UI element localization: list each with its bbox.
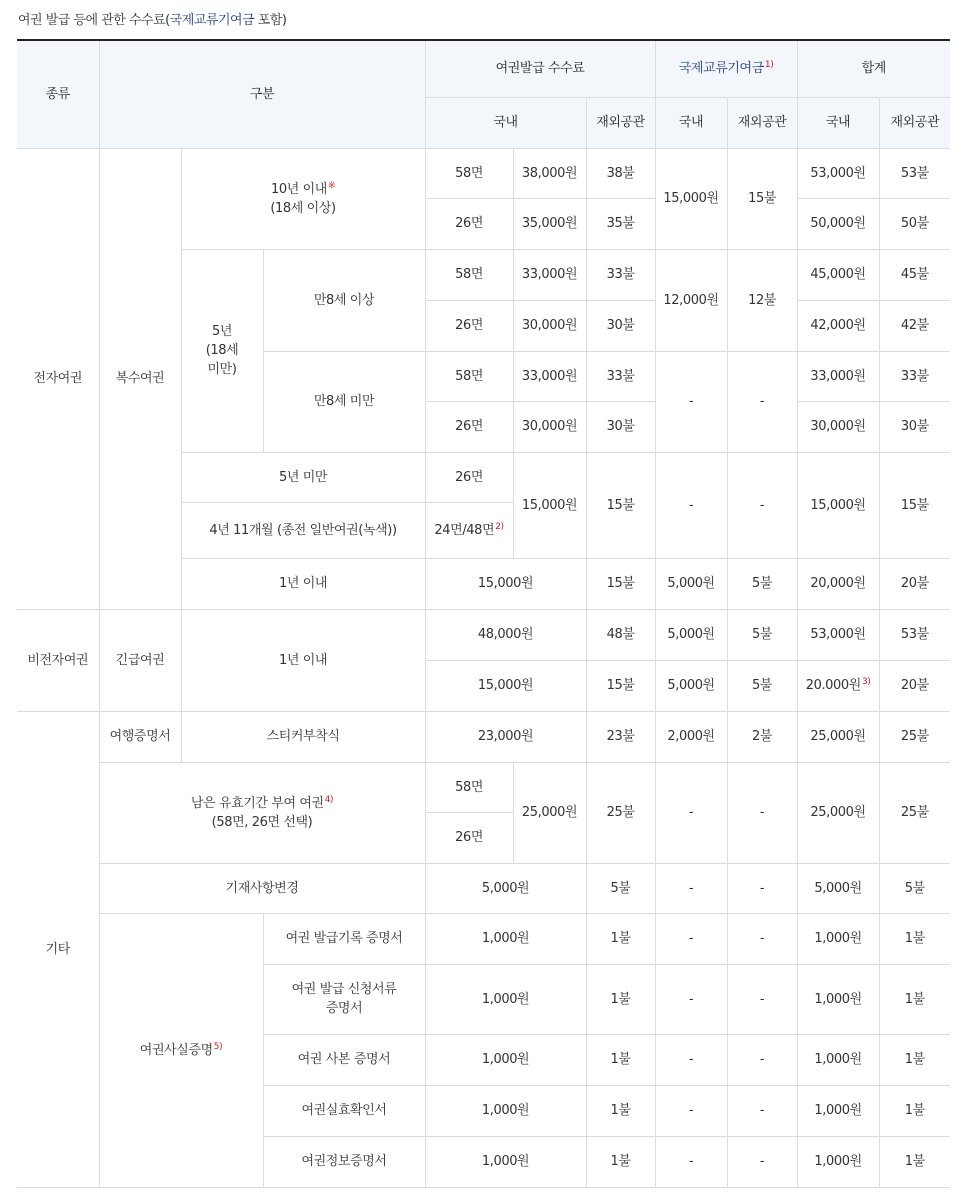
fee-domestic: 30,000원	[513, 300, 586, 351]
table-row	[17, 913, 950, 964]
total-overseas: 15불	[879, 452, 950, 558]
header-total-domestic: 국내	[797, 97, 879, 148]
label-10y	[181, 148, 425, 249]
fee-domestic: 15,000원	[425, 660, 586, 711]
sub-multiple: 복수여권	[99, 148, 181, 609]
table-row	[17, 863, 950, 913]
total-domestic	[797, 660, 879, 711]
header-total-overseas: 재외공관	[879, 97, 950, 148]
total-overseas: 20불	[879, 558, 950, 609]
table-caption	[18, 9, 286, 28]
fee-overseas: 15불	[586, 558, 655, 609]
footnote-5: 5)	[213, 1041, 223, 1052]
fund-overseas: -	[727, 863, 797, 913]
fund-domestic: -	[655, 762, 727, 863]
fund-overseas: -	[727, 452, 797, 558]
cert-label: 여권 사본 증명서	[263, 1034, 425, 1085]
cert-label: 여권실효확인서	[263, 1085, 425, 1136]
header-fee-domestic: 국내	[425, 97, 586, 148]
table-row	[17, 148, 950, 198]
total-domestic: 53,000원	[797, 148, 879, 198]
label-age8-under: 만8세 미만	[263, 351, 425, 452]
label-1y-emergency: 1년 이내	[181, 609, 425, 711]
total-overseas: 25불	[879, 762, 950, 863]
caption-prefix: 여권 발급 등에 관한 수수료(	[18, 13, 170, 28]
header-row-1	[17, 40, 950, 97]
pages: 58면	[425, 762, 513, 812]
label-4y11m: 4년 11개월 (종전 일반여권(녹색))	[181, 502, 425, 558]
footnote-2: 2)	[495, 521, 504, 532]
header-fund	[655, 40, 797, 97]
fund-overseas: -	[727, 1085, 797, 1136]
total-domestic: 1,000원	[797, 964, 879, 1034]
pages: 26면	[425, 198, 513, 249]
caption-highlight: 국제교류기여금	[169, 13, 255, 28]
total-domestic: 1,000원	[797, 1136, 879, 1187]
label-5y	[181, 249, 263, 452]
header-fund-label: 국제교류기여금	[678, 61, 764, 77]
fund-overseas: -	[727, 1034, 797, 1085]
table-row	[17, 762, 950, 812]
total-domestic: 25,000원	[797, 762, 879, 863]
fee-overseas: 30불	[586, 300, 655, 351]
fee-overseas: 48불	[586, 609, 655, 660]
total-domestic: 1,000원	[797, 913, 879, 964]
fee-overseas: 35불	[586, 198, 655, 249]
total-overseas: 25불	[879, 711, 950, 762]
fund-domestic: 5,000원	[655, 660, 727, 711]
fund-overseas: -	[727, 964, 797, 1034]
fee-domestic: 1,000원	[425, 1136, 586, 1187]
header-fund-overseas: 재외공관	[727, 97, 797, 148]
label-5y-l1: 5년	[211, 324, 233, 339]
total-overseas: 5불	[879, 863, 950, 913]
header-fee-overseas: 재외공관	[586, 97, 655, 148]
fee-overseas: 33불	[586, 351, 655, 401]
fee-domestic: 38,000원	[513, 148, 586, 198]
total-overseas: 20불	[879, 660, 950, 711]
fee-domestic: 25,000원	[513, 762, 586, 863]
total-overseas: 1불	[879, 1085, 950, 1136]
pages-24-48: 24면/48면	[434, 522, 495, 538]
pages: 26면	[425, 300, 513, 351]
pages: 58면	[425, 351, 513, 401]
pages: 26면	[425, 401, 513, 452]
pages: 58면	[425, 148, 513, 198]
remain-label-sub: (58면, 26면 선택)	[211, 814, 313, 830]
fee-overseas: 1불	[586, 964, 655, 1034]
fund-domestic: -	[655, 351, 727, 452]
pages: 58면	[425, 249, 513, 300]
type-other: 기타	[17, 711, 99, 1187]
fund-overseas: -	[727, 1136, 797, 1187]
total-domestic: 1,000원	[797, 1085, 879, 1136]
header-type: 종류	[17, 40, 99, 148]
total-domestic: 15,000원	[797, 452, 879, 558]
pages: 26면	[425, 452, 513, 502]
header-category: 구분	[99, 40, 425, 148]
total-domestic: 20,000원	[797, 558, 879, 609]
total-overseas: 53불	[879, 609, 950, 660]
sub-travel-cert: 여행증명서	[99, 711, 181, 762]
total-domestic: 53,000원	[797, 609, 879, 660]
fund-domestic: -	[655, 1136, 727, 1187]
fund-overseas: -	[727, 762, 797, 863]
fund-overseas: 12불	[727, 249, 797, 351]
fee-domestic: 5,000원	[425, 863, 586, 913]
fund-overseas: 15불	[727, 148, 797, 249]
fund-domestic: 2,000원	[655, 711, 727, 762]
fund-domestic: -	[655, 863, 727, 913]
fund-overseas: 5불	[727, 558, 797, 609]
fee-overseas: 25불	[586, 762, 655, 863]
caption-suffix: 포함)	[254, 13, 287, 28]
label-under5y: 5년 미만	[181, 452, 425, 502]
sub-emergency: 긴급여권	[99, 609, 181, 711]
mark-note: ※	[327, 180, 336, 191]
total-overseas: 1불	[879, 964, 950, 1034]
header-issue-fee: 여권발급 수수료	[425, 40, 655, 97]
type-nonelectronic: 비전자여권	[17, 609, 99, 711]
footnote-4: 4)	[324, 794, 334, 805]
type-electronic: 전자여권	[17, 148, 99, 609]
fund-domestic: -	[655, 964, 727, 1034]
header-total: 합계	[797, 40, 950, 97]
fee-domestic: 33,000원	[513, 249, 586, 300]
fee-overseas: 1불	[586, 913, 655, 964]
cert-label	[263, 964, 425, 1034]
total-overseas: 1불	[879, 1034, 950, 1085]
fund-domestic: -	[655, 913, 727, 964]
footnote-1: 1)	[764, 60, 774, 71]
pages: 26면	[425, 812, 513, 863]
fee-overseas: 30불	[586, 401, 655, 452]
fund-domestic: 5,000원	[655, 558, 727, 609]
total-domestic: 25,000원	[797, 711, 879, 762]
fund-domestic: -	[655, 1085, 727, 1136]
label-10y-sub: (18세 이상)	[270, 200, 336, 216]
total-domestic: 33,000원	[797, 351, 879, 401]
fund-domestic: 12,000원	[655, 249, 727, 351]
fee-domestic: 1,000원	[425, 1085, 586, 1136]
fee-domestic: 15,000원	[425, 558, 586, 609]
fund-domestic: -	[655, 1034, 727, 1085]
fee-domestic: 48,000원	[425, 609, 586, 660]
total-overseas: 45불	[879, 249, 950, 300]
label-fact-cert	[99, 913, 263, 1187]
fee-overseas: 1불	[586, 1085, 655, 1136]
cert-label: 여권 발급기록 증명서	[263, 913, 425, 964]
label-10y-text: 10년 이내	[270, 181, 327, 197]
total-domestic: 30,000원	[797, 401, 879, 452]
fund-domestic: -	[655, 452, 727, 558]
fund-domestic: 5,000원	[655, 609, 727, 660]
total-20000: 20.000원	[805, 678, 861, 693]
header-fund-domestic: 국내	[655, 97, 727, 148]
fee-domestic: 23,000원	[425, 711, 586, 762]
fee-overseas: 1불	[586, 1136, 655, 1187]
total-domestic: 45,000원	[797, 249, 879, 300]
fee-domestic: 15,000원	[513, 452, 586, 558]
total-overseas: 30불	[879, 401, 950, 452]
total-overseas: 1불	[879, 913, 950, 964]
fee-overseas: 5불	[586, 863, 655, 913]
label-change: 기재사항변경	[99, 863, 425, 913]
fee-domestic: 1,000원	[425, 1034, 586, 1085]
table-row	[17, 711, 950, 762]
fund-overseas: -	[727, 913, 797, 964]
fund-overseas: 2불	[727, 711, 797, 762]
fact-cert-label: 여권사실증명	[139, 1042, 213, 1058]
cert-label-line1: 여권 발급 신청서류	[291, 982, 397, 997]
fee-overseas: 23불	[586, 711, 655, 762]
cert-label-line2: 증명서	[325, 1001, 363, 1016]
fee-overseas: 15불	[586, 452, 655, 558]
total-domestic: 50,000원	[797, 198, 879, 249]
label-remaining-validity	[99, 762, 425, 863]
fee-domestic: 1,000원	[425, 964, 586, 1034]
fee-domestic: 1,000원	[425, 913, 586, 964]
label-5y-l3: 미만)	[207, 362, 237, 377]
fund-domestic: 15,000원	[655, 148, 727, 249]
passport-fee-table	[17, 39, 950, 1188]
total-domestic: 5,000원	[797, 863, 879, 913]
pages	[425, 502, 513, 558]
label-age8-over: 만8세 이상	[263, 249, 425, 351]
fee-domestic: 30,000원	[513, 401, 586, 452]
label-1y: 1년 이내	[181, 558, 425, 609]
total-overseas: 1불	[879, 1136, 950, 1187]
total-overseas: 50불	[879, 198, 950, 249]
fund-overseas: 5불	[727, 609, 797, 660]
fee-domestic: 33,000원	[513, 351, 586, 401]
fee-overseas: 15불	[586, 660, 655, 711]
fee-domestic: 35,000원	[513, 198, 586, 249]
total-domestic: 1,000원	[797, 1034, 879, 1085]
fee-overseas: 1불	[586, 1034, 655, 1085]
total-domestic: 42,000원	[797, 300, 879, 351]
total-overseas: 53불	[879, 148, 950, 198]
total-overseas: 42불	[879, 300, 950, 351]
remain-label: 남은 유효기간 부여 여권	[190, 795, 324, 811]
cert-label: 여권정보증명서	[263, 1136, 425, 1187]
fund-overseas: 5불	[727, 660, 797, 711]
total-overseas: 33불	[879, 351, 950, 401]
fund-overseas: -	[727, 351, 797, 452]
footnote-3: 3)	[861, 677, 871, 687]
fee-overseas: 38불	[586, 148, 655, 198]
label-5y-l2: (18세	[205, 343, 239, 358]
label-sticker: 스티커부착식	[181, 711, 425, 762]
table-row	[17, 609, 950, 660]
fee-overseas: 33불	[586, 249, 655, 300]
